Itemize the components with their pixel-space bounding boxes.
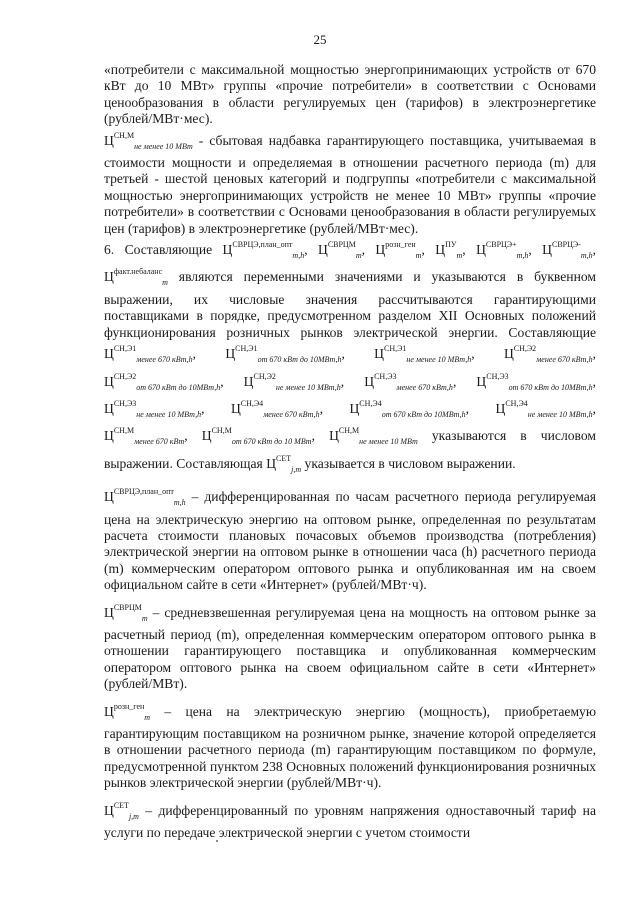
formula-symbol: $Ц^{ПУ}_m$ [435,240,463,261]
formula-symbol: $Ц^{розн\_ген}_m$ [104,701,151,722]
paragraph: «потребители с максимальной мощностью энергопринимающих устройств от 670 кВт до 10 МВт» группы «прочие потребители» в соответствии с Основами ценообразования в области регулируемых цен (тарифов) в электроэнергетике (рублей/МВт·мес). [104,62,596,127]
formula-symbol: $Ц^{СВРЦЭ,план\_опт}_{m,h}$ [104,487,186,508]
formula-symbol: $Ц^{СН,Э4}_{не менее 10 МВт,h}$ [495,398,593,419]
formula-symbol: $Ц^{СН,М}_{не менее 10 МВт}$ [104,130,193,151]
formula-symbol: $Ц^{СЕТ}_{j,m}$ [104,800,139,821]
formula-symbol: $Ц^{СВРЦМ}_m$ [104,602,148,623]
formula-symbol: $Ц^{СН,Э4}_{от 670 кВт до 10МВт,h}$ [349,398,466,419]
formula-symbol: $Ц^{СВРЦЭ+}_{m,h}$ [476,240,529,261]
paragraph: $Ц^{СВРЦМ}_m$ – средневзвешенная регулируемая цена на мощность на оптовом рынке за расчетный период (m), определенная коммерческим оператором оптового рынка в отношении гарантирующего поставщика и опубликованная коммерческим оператором оптового рынка на своем официальном сайте в сети «Интернет» (рублей/МВт). [104,600,596,693]
scan-speck [216,840,218,842]
formula-symbol: $Ц^{СН,Э2}_{менее 670 кВт,h}$ [503,344,593,365]
formula-symbol: $Ц^{СН,М}_{не менее 10 МВт}$ [329,426,418,447]
page-number: 25 [313,32,327,47]
paragraph: $Ц^{СН,М}_{не менее 10 МВт}$ - сбытовая надбавка гарантирующего поставщика, учитываемая в стоимости мощности и определяемая в отношении расчетного периода (m) для третьей - шестой ценовых категорий и подгруппы «потребители с максимальной мощностью энергопринимающих устройств не менее 10 МВт» группы «прочие потребители» в соответствии с Основами ценообразования в области регулируемых цен (тарифов) в электроэнергетике (рублей/МВт·мес). [104,128,596,237]
paragraph: 6. Составляющие $Ц^{СВРЦЭ,план\_опт}_{m,h}$, $Ц^{СВРЦМ}_m$, $Ц^{розн\_ген}_m$, $Ц^{ПУ}_m$, $Ц^{СВРЦЭ+}_{m,h}$, $Ц^{СВРЦЭ-}_{m,h}$, $Ц^{факт.небаланс}_m$ являются переменными значениями и указываются в буквенном выражении, их числовые значения рассчитываются гарантирующими поставщиками в порядке, предусмотренном разделом XII Основных положений функционирования розничных рынков электрической энергии. Составляющие $Ц^{СН,Э1}_{менее 670 кВт,h}$, $Ц^{СН,Э1}_{от 670 кВт до 10МВт,h}$, $Ц^{СН,Э1}_{не менее 10 МВт,h}$, $Ц^{СН,Э2}_{менее 670 кВт,h}$, $Ц^{СН,Э2}_{от 670 кВт до 10МВт,h}$, $Ц^{СН,Э2}_{не менее 10 МВт,h}$, $Ц^{СН,Э3}_{менее 670 кВт,h}$, $Ц^{СН,Э3}_{от 670 кВт до 10МВт,h}$, $Ц^{СН,Э3}_{не менее 10 МВт,h}$, $Ц^{СН,Э4}_{менее 670 кВт,h}$, $Ц^{СН,Э4}_{от 670 кВт до 10МВт,h}$, $Ц^{СН,Э4}_{не менее 10 МВт,h}$, $Ц^{СН,М}_{менее 670 кВт}$, $Ц^{СН,М}_{от 670 кВт до 10 МВт}$, $Ц^{СН,М}_{не менее 10 МВт}$ указываются в числовом выражении. Составляющая $Ц^{СЕТ}_{j,m}$ указывается в числовом выражении. [104,237,596,478]
formula-symbol: $Ц^{СН,М}_{от 670 кВт до 10 МВт}$ [201,426,312,447]
formula-symbol: $Ц^{СН,Э3}_{не менее 10 МВт,h}$ [104,398,202,419]
formula-symbol: $Ц^{СН,Э3}_{менее 670 кВт,h}$ [364,371,453,392]
paragraph: $Ц^{СВРЦЭ,план\_опт}_{m,h}$ – дифференцированная по часам расчетного периода регулируемая цена на электрическую энергию на оптовом рынке, определенная по результатам расчета стоимости плановых почасовых объемов производства (потребления) электрической энергии на оптовом рынке в отношении часа (h) расчетного периода (m) коммерческим оператором оптового рынка и опубликованная им на своем официальном сайте в сети «Интернет» (рублей/МВт·ч). [104,484,596,593]
formula-symbol: $Ц^{СН,Э2}_{не менее 10 МВт,h}$ [243,371,341,392]
formula-symbol: $Ц^{СН,Э1}_{не менее 10 МВт,h}$ [374,344,472,365]
formula-symbol: $Ц^{СН,Э4}_{менее 670 кВт,h}$ [230,398,320,419]
formula-symbol: $Ц^{СВРЦЭ-}_{m,h}$ [542,240,593,261]
document-body [104,62,596,841]
formula-symbol: $Ц^{СН,Э1}_{от 670 кВт до 10МВт,h}$ [225,344,342,365]
formula-symbol: $Ц^{СВРЦЭ,план\_опт}_{m,h}$ [222,240,305,261]
paragraph: $Ц^{розн\_ген}_m$ – цена на электрическую энергию (мощность), приобретаемую гарантирующим поставщиком на розничном рынке, значение которой определяется в отношении расчетного периода (m) гарантирующим поставщиком по формуле, предусмотренной пунктом 238 Основных положений функционирования розничных рынков электрической энергии (рублей/МВт·ч). [104,699,596,792]
formula-symbol: $Ц^{факт.небаланс}_m$ [104,267,168,288]
formula-symbol: $Ц^{розн\_ген}_m$ [375,240,422,261]
formula-symbol: $Ц^{СН,Э2}_{от 670 кВт до 10МВт,h}$ [104,371,221,392]
formula-symbol: $Ц^{СН,Э3}_{от 670 кВт до 10МВт,h}$ [476,371,593,392]
paragraph: $Ц^{СЕТ}_{j,m}$ – дифференцированный по уровням напряжения одноставочный тариф на услуги по передаче электрической энергии с учетом стоимости [104,798,596,842]
formula-symbol: $Ц^{СН,Э1}_{менее 670 кВт,h}$ [104,344,193,365]
formula-symbol: $Ц^{СЕТ}_{j,m}$ [266,453,302,474]
formula-symbol: $Ц^{СН,М}_{менее 670 кВт}$ [104,426,185,447]
formula-symbol: $Ц^{СВРЦМ}_m$ [317,240,362,261]
